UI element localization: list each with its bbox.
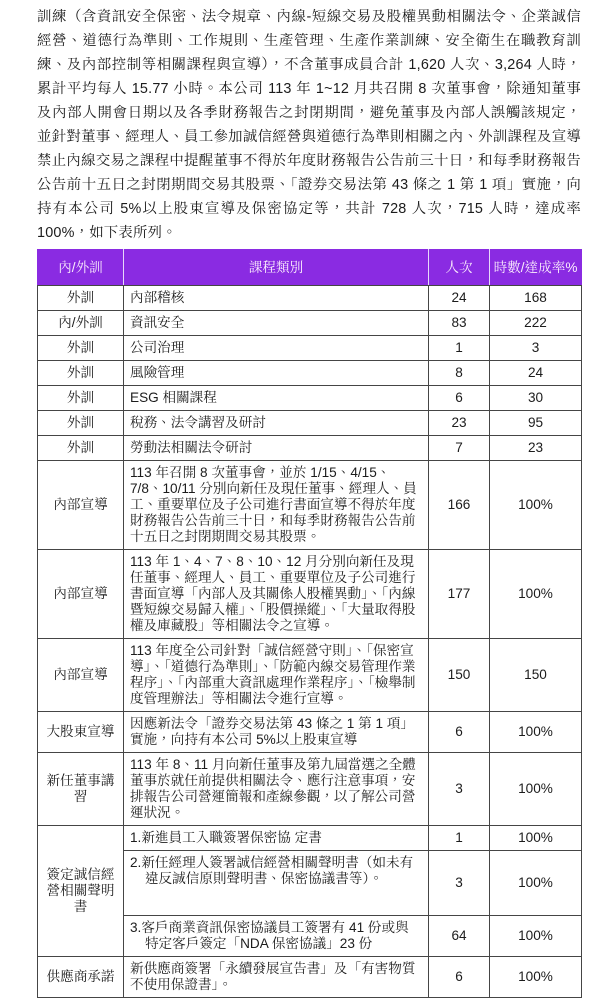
course-cell: 2.新任經理人簽署誠信經營相關聲明書（如未有違反誠信原則聲明書、保密協議書等）。 [124,851,429,916]
count-cell: 150 [429,639,490,712]
count-cell: 7 [429,436,490,461]
count-cell: 6 [429,957,490,998]
count-cell: 8 [429,361,490,386]
table-row [38,550,582,639]
table-row [38,336,582,361]
category-cell: 供應商承諾 [38,957,124,998]
hours-cell: 95 [490,411,582,436]
category-cell: 外訓 [38,336,124,361]
category-cell: 外訓 [38,286,124,311]
course-cell: 113 年 8、11 月向新任董事及第九屆當選之全體董事於就任前提供相關法令、應行注意事項，安排報告公司營運簡報和產線參觀，以了解公司營運狀況。 [124,753,429,826]
hours-cell: 23 [490,436,582,461]
intro-paragraph: 訓練（含資訊安全保密、法令規章、內線-短線交易及股權異動相關法令、企業誠信經營、道德行為準則、工作規則、生產管理、生產作業訓練、安全衛生在職教育訓練、及內部控制等相關課程與宣導），不含董事成員合計 1,620 人次、3,264 人時，累計平均每人 15.77 小時。本公司 113 年 1~12 月共召開 8 次董事會，除通知董事及內部人開會日期以及各季財務報告之封閉期間，避免董事及內部人誤觸該規定， 並針對董事、經理人、員工參加誠信經營與道德行為準則相關之內、外訓課程及宣導禁止內線交易之課程中提醒董事不得於年度財務報告公告前三十日，和每季財務報告公告前十五日之封閉期間交易其股票、「證券交易法第 43 條之 1 第 1 項」實施，向持有本公司 5%以上股東宣導及保密協定等，共計 728 人次，715 人時，達成率 100%，如下表所列。 [37,9,581,241]
hours-cell: 100% [490,550,582,639]
count-cell: 177 [429,550,490,639]
course-cell: 113 年度全公司針對「誠信經營守則」、「保密宣導」、「道德行為準則」、「防範內線交易管理作業程序」、「內部重大資訊處理作業程序」、「檢舉制度管理辦法」等相關法令進行宣導。 [124,639,429,712]
table-row [38,436,582,461]
hours-cell: 100% [490,461,582,550]
table-body [38,286,582,998]
hours-cell: 100% [490,957,582,998]
training-table [37,249,582,998]
hours-cell: 222 [490,311,582,336]
table-row [38,826,582,851]
table-header-row [38,250,582,286]
category-cell: 內部宣導 [38,639,124,712]
hours-cell: 100% [490,826,582,851]
table-row [38,712,582,753]
category-cell: 簽定誠信經營相關聲明書 [38,826,124,957]
course-cell: 公司治理 [124,336,429,361]
course-cell: 3.客戶商業資訊保密協議員工簽署有 41 份或與特定客戶簽定「NDA 保密協議」23 份 [124,916,429,957]
course-cell: 勞動法相關法令研討 [124,436,429,461]
category-cell: 外訓 [38,436,124,461]
hours-cell: 100% [490,916,582,957]
course-cell: 113 年 1、4、7、8、10、12 月分別向新任及現任董事、經理人、員工、重要單位及子公司進行書面宣導「內部人及其關係人股權異動」、「內線暨短線交易歸入權」、「股價操縱」、「大量取得股權及庫藏股」等相關法令之宣導。 [124,550,429,639]
count-cell: 3 [429,753,490,826]
header-person-count: 人次 [429,250,490,286]
course-cell: ESG 相關課程 [124,386,429,411]
count-cell: 6 [429,712,490,753]
hours-cell: 150 [490,639,582,712]
count-cell: 166 [429,461,490,550]
table-row [38,386,582,411]
category-cell: 內/外訓 [38,311,124,336]
hours-cell: 168 [490,286,582,311]
count-cell: 23 [429,411,490,436]
table-row [38,753,582,826]
category-cell: 內部宣導 [38,550,124,639]
hours-cell: 24 [490,361,582,386]
course-cell: 因應新法令「證券交易法第 43 條之 1 第 1 項」實施，向持有本公司 5%以上股東宣導 [124,712,429,753]
table-row [38,361,582,386]
category-cell: 外訓 [38,386,124,411]
course-cell: 新供應商簽署「永續發展宣告書」及「有害物質不使用保證書」。 [124,957,429,998]
count-cell: 6 [429,386,490,411]
table-row [38,286,582,311]
count-cell: 1 [429,336,490,361]
header-internal-external: 內/外訓 [38,250,124,286]
category-cell: 外訓 [38,411,124,436]
course-cell: 風險管理 [124,361,429,386]
category-cell: 新任董事講習 [38,753,124,826]
count-cell: 1 [429,826,490,851]
count-cell: 83 [429,311,490,336]
course-cell: 稅務、法令講習及研討 [124,411,429,436]
table-row [38,957,582,998]
count-cell: 24 [429,286,490,311]
course-cell: 1.新進員工入職簽署保密協 定書 [124,826,429,851]
category-cell: 內部宣導 [38,461,124,550]
header-hours-rate: 時數/達成率% [490,250,582,286]
category-cell: 外訓 [38,361,124,386]
hours-cell: 100% [490,753,582,826]
hours-cell: 3 [490,336,582,361]
course-cell: 資訊安全 [124,311,429,336]
table-row [38,311,582,336]
header-course-type: 課程類別 [124,250,429,286]
hours-cell: 30 [490,386,582,411]
course-cell: 內部稽核 [124,286,429,311]
hours-cell: 100% [490,851,582,916]
category-cell: 大股東宣導 [38,712,124,753]
table-row [38,461,582,550]
hours-cell: 100% [490,712,582,753]
table-row [38,411,582,436]
course-cell: 113 年召開 8 次董事會，並於 1/15、4/15、7/8、10/11 分別向新任及現任董事、經理人、員工、重要單位及子公司進行書面宣導不得於年度財務報告公告前三十日，和每季財務報告公告前十五日之封閉期間交易其股票。 [124,461,429,550]
count-cell: 64 [429,916,490,957]
count-cell: 3 [429,851,490,916]
table-row [38,639,582,712]
